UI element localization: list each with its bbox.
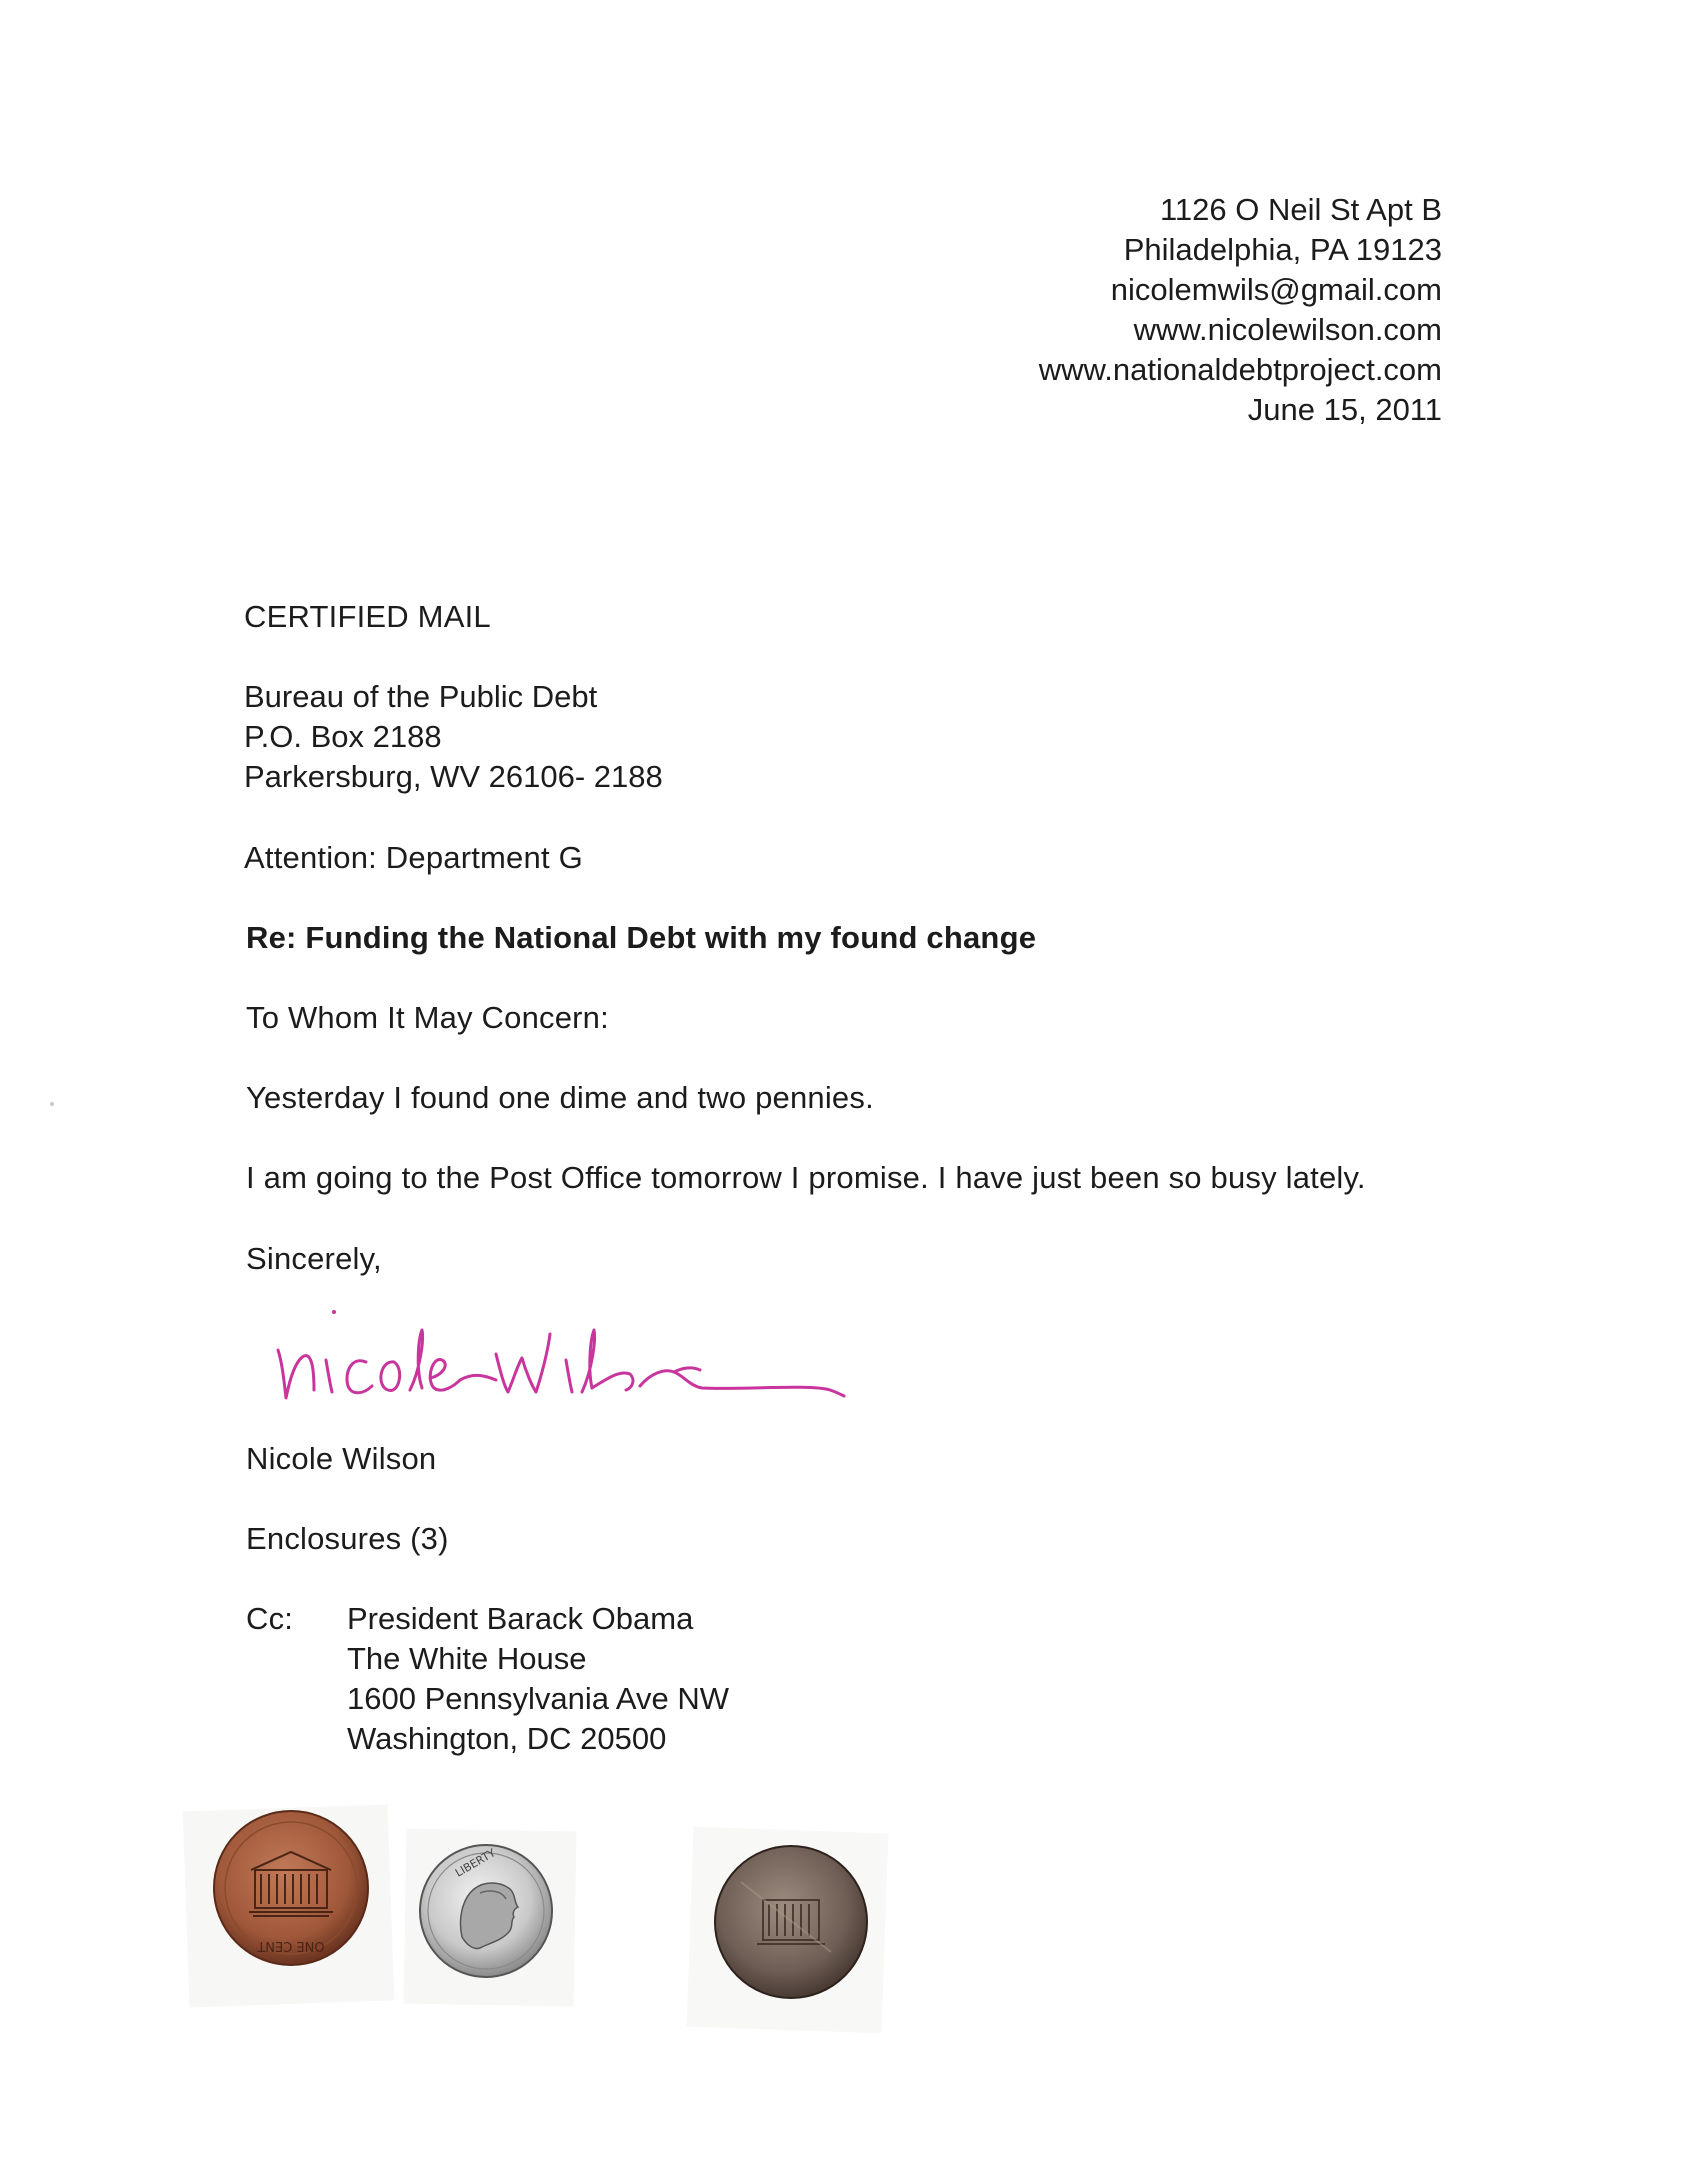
closing: Sincerely,: [246, 1241, 382, 1276]
cc-city: Washington, DC 20500: [347, 1721, 667, 1756]
sender-website: www.nicolewilson.com: [1133, 312, 1442, 347]
sender-address-block: [1039, 190, 1442, 430]
subject-line: Re: Funding the National Debt with my found change: [246, 920, 1037, 955]
recipient-address-block: [244, 677, 663, 797]
recipient-po-box: P.O. Box 2188: [244, 719, 442, 754]
mail-type: CERTIFIED MAIL: [244, 599, 491, 634]
sender-city: Philadelphia, PA 19123: [1123, 232, 1442, 267]
handwritten-signature: [270, 1290, 850, 1420]
sender-project-website: www.nationaldebtproject.com: [1038, 352, 1442, 387]
sender-street: 1126 O Neil St Apt B: [1159, 192, 1442, 227]
salutation: To Whom It May Concern:: [246, 1000, 609, 1035]
dime-coin: [418, 1843, 554, 1979]
recipient-name: Bureau of the Public Debt: [244, 679, 598, 714]
cc-name: President Barack Obama: [347, 1601, 694, 1636]
cc-org: The White House: [347, 1641, 587, 1676]
coin-text: ONE CENT: [257, 1938, 325, 1953]
attention-line: Attention: Department G: [244, 840, 583, 875]
signer-name: Nicole Wilson: [246, 1441, 437, 1476]
enclosures-line: Enclosures (3): [246, 1521, 449, 1556]
cc-address-block: [347, 1599, 729, 1759]
cc-street: 1600 Pennsylvania Ave NW: [347, 1681, 729, 1716]
sender-email: nicolemwils@gmail.com: [1110, 272, 1442, 307]
body-paragraph: I am going to the Post Office tomorrow I promise. I have just been so busy lately.: [246, 1160, 1366, 1195]
cc-label: Cc:: [246, 1601, 294, 1636]
recipient-city: Parkersburg, WV 26106- 2188: [244, 759, 663, 794]
scan-speck: [50, 1102, 54, 1106]
letter-date: June 15, 2011: [1247, 392, 1442, 427]
body-paragraph: Yesterday I found one dime and two pennies.: [246, 1080, 874, 1115]
coin-text: LIBERTY: [453, 1846, 498, 1880]
penny-coin: [211, 1808, 371, 1968]
worn-penny-coin: [711, 1842, 871, 2002]
